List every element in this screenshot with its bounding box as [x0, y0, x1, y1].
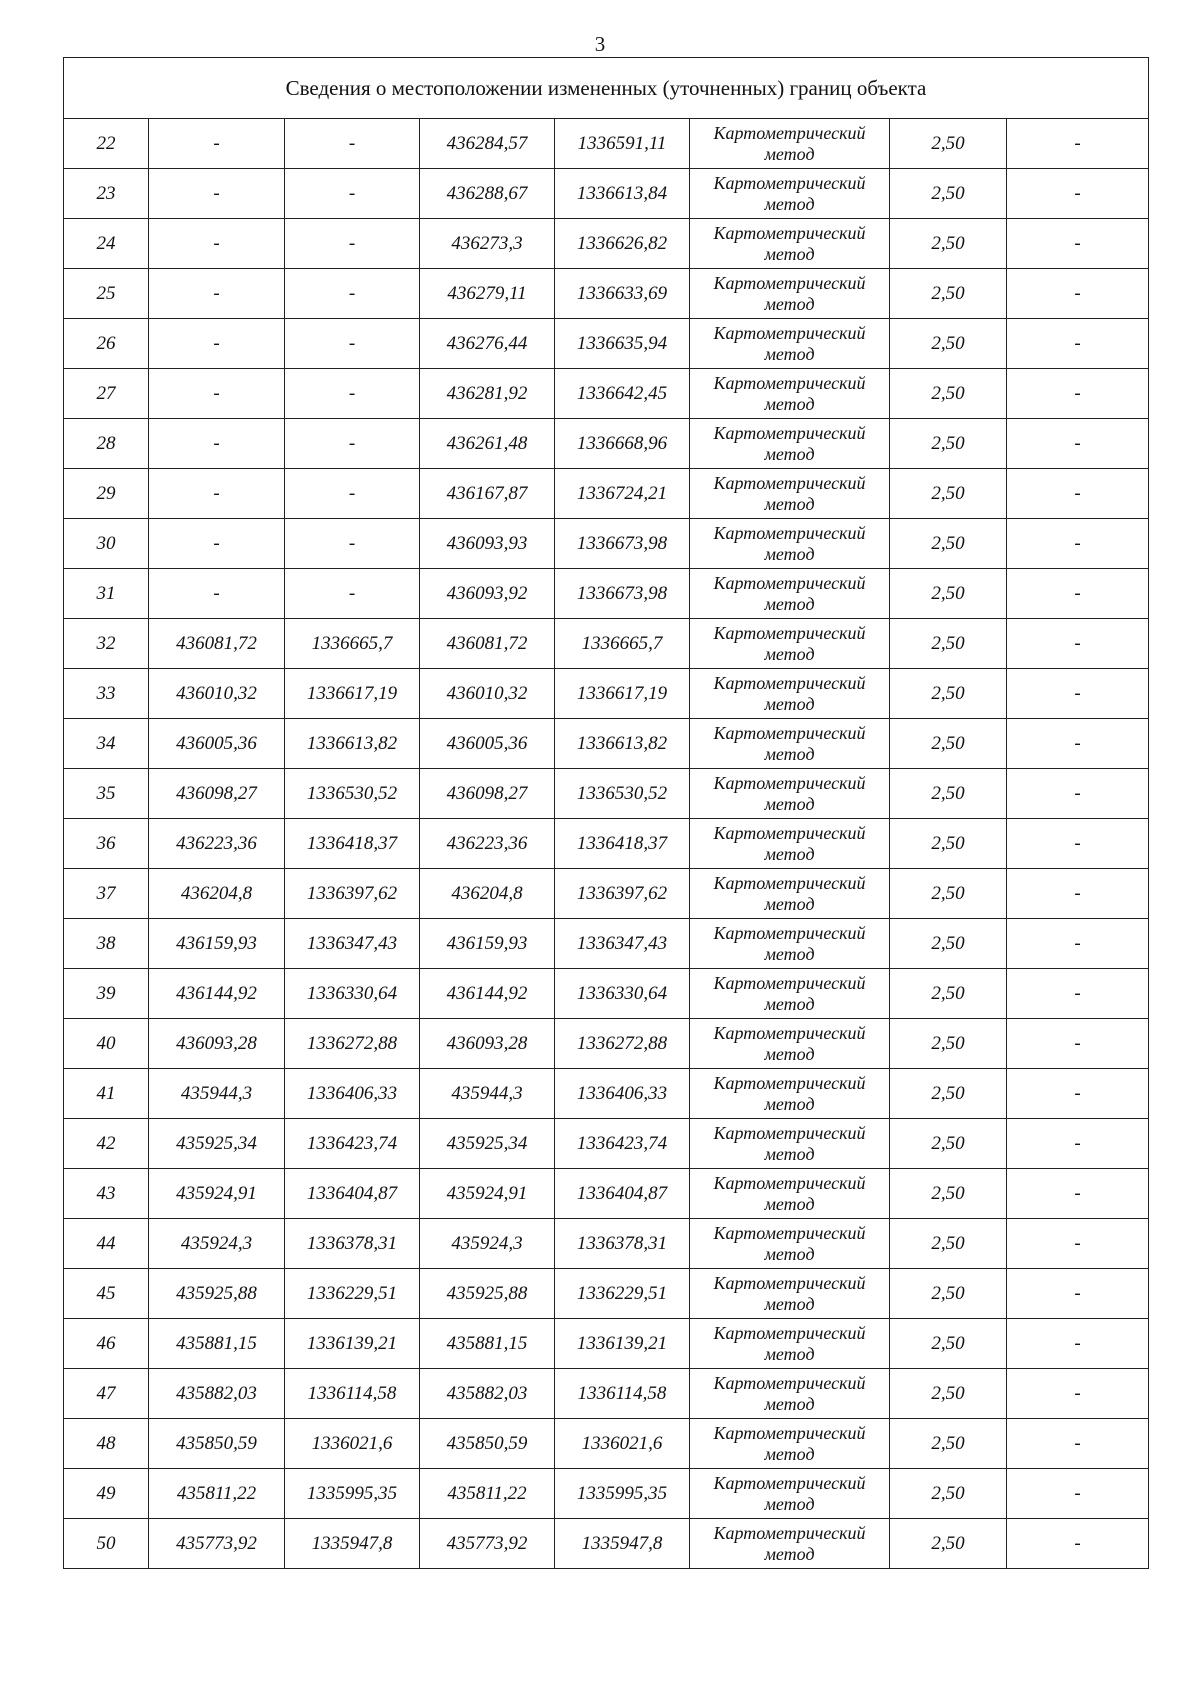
note-cell: - — [1007, 519, 1149, 569]
y-existing-cell: 1336530,52 — [285, 769, 420, 819]
y-refined-cell: 1336139,21 — [555, 1319, 690, 1369]
x-refined-cell: 435925,88 — [420, 1269, 555, 1319]
method-cell: Картометрический метод — [690, 1419, 890, 1469]
y-refined-cell: 1336397,62 — [555, 869, 690, 919]
x-refined-cell: 435944,3 — [420, 1069, 555, 1119]
y-refined-cell: 1336330,64 — [555, 969, 690, 1019]
method-cell: Картометрический метод — [690, 119, 890, 169]
note-cell: - — [1007, 1319, 1149, 1369]
point-number-cell: 33 — [64, 669, 149, 719]
method-cell: Картометрический метод — [690, 419, 890, 469]
note-cell: - — [1007, 219, 1149, 269]
y-refined-cell: 1336406,33 — [555, 1069, 690, 1119]
x-existing-cell: 435811,22 — [149, 1469, 285, 1519]
y-existing-cell: 1336021,6 — [285, 1419, 420, 1469]
x-existing-cell: 436098,27 — [149, 769, 285, 819]
y-refined-cell: 1336229,51 — [555, 1269, 690, 1319]
y-refined-cell: 1336347,43 — [555, 919, 690, 969]
y-refined-cell: 1336613,82 — [555, 719, 690, 769]
x-refined-cell: 436167,87 — [420, 469, 555, 519]
y-refined-cell: 1336530,52 — [555, 769, 690, 819]
note-cell: - — [1007, 1119, 1149, 1169]
y-refined-cell: 1336665,7 — [555, 619, 690, 669]
accuracy-cell: 2,50 — [890, 1269, 1007, 1319]
accuracy-cell: 2,50 — [890, 1469, 1007, 1519]
x-refined-cell: 435773,92 — [420, 1519, 555, 1569]
point-number-cell: 24 — [64, 219, 149, 269]
accuracy-cell: 2,50 — [890, 369, 1007, 419]
table-row — [64, 119, 1149, 169]
table-row — [64, 519, 1149, 569]
x-refined-cell: 435881,15 — [420, 1319, 555, 1369]
note-cell: - — [1007, 1419, 1149, 1469]
method-cell: Картометрический метод — [690, 569, 890, 619]
x-existing-cell: 435925,34 — [149, 1119, 285, 1169]
x-refined-cell: 435924,3 — [420, 1219, 555, 1269]
table-title-row — [64, 58, 1149, 119]
x-refined-cell: 436005,36 — [420, 719, 555, 769]
table-row — [64, 819, 1149, 869]
note-cell: - — [1007, 119, 1149, 169]
point-number-cell: 40 — [64, 1019, 149, 1069]
accuracy-cell: 2,50 — [890, 1319, 1007, 1369]
y-refined-cell: 1336673,98 — [555, 569, 690, 619]
accuracy-cell: 2,50 — [890, 569, 1007, 619]
method-cell: Картометрический метод — [690, 319, 890, 369]
table-row — [64, 1119, 1149, 1169]
table-row — [64, 419, 1149, 469]
table-row — [64, 369, 1149, 419]
accuracy-cell: 2,50 — [890, 719, 1007, 769]
y-existing-cell: 1336114,58 — [285, 1369, 420, 1419]
x-refined-cell: 436159,93 — [420, 919, 555, 969]
x-existing-cell: - — [149, 319, 285, 369]
y-existing-cell: 1336229,51 — [285, 1269, 420, 1319]
table-title: Сведения о местоположении измененных (уточненных) границ объекта — [64, 58, 1149, 119]
x-refined-cell: 436279,11 — [420, 269, 555, 319]
x-existing-cell: 435924,3 — [149, 1219, 285, 1269]
method-cell: Картометрический метод — [690, 1119, 890, 1169]
note-cell: - — [1007, 619, 1149, 669]
y-existing-cell: 1336617,19 — [285, 669, 420, 719]
y-refined-cell: 1336272,88 — [555, 1019, 690, 1069]
point-number-cell: 39 — [64, 969, 149, 1019]
method-cell: Картометрический метод — [690, 169, 890, 219]
x-refined-cell: 435924,91 — [420, 1169, 555, 1219]
point-number-cell: 27 — [64, 369, 149, 419]
x-refined-cell: 436081,72 — [420, 619, 555, 669]
note-cell: - — [1007, 919, 1149, 969]
method-cell: Картометрический метод — [690, 1369, 890, 1419]
y-refined-cell: 1336724,21 — [555, 469, 690, 519]
y-refined-cell: 1335995,35 — [555, 1469, 690, 1519]
y-refined-cell: 1336378,31 — [555, 1219, 690, 1269]
y-existing-cell: 1336404,87 — [285, 1169, 420, 1219]
x-refined-cell: 436204,8 — [420, 869, 555, 919]
point-number-cell: 25 — [64, 269, 149, 319]
y-existing-cell: 1336347,43 — [285, 919, 420, 969]
note-cell: - — [1007, 169, 1149, 219]
y-existing-cell: - — [285, 119, 420, 169]
x-existing-cell: 436005,36 — [149, 719, 285, 769]
x-refined-cell: 435925,34 — [420, 1119, 555, 1169]
y-refined-cell: 1335947,8 — [555, 1519, 690, 1569]
y-refined-cell: 1336418,37 — [555, 819, 690, 869]
table-row — [64, 1019, 1149, 1069]
x-refined-cell: 436093,93 — [420, 519, 555, 569]
point-number-cell: 44 — [64, 1219, 149, 1269]
method-cell: Картометрический метод — [690, 819, 890, 869]
point-number-cell: 31 — [64, 569, 149, 619]
table-row — [64, 269, 1149, 319]
table-row — [64, 619, 1149, 669]
x-refined-cell: 436093,92 — [420, 569, 555, 619]
table-row — [64, 469, 1149, 519]
point-number-cell: 47 — [64, 1369, 149, 1419]
note-cell: - — [1007, 769, 1149, 819]
x-existing-cell: - — [149, 269, 285, 319]
accuracy-cell: 2,50 — [890, 969, 1007, 1019]
x-refined-cell: 436010,32 — [420, 669, 555, 719]
method-cell: Картометрический метод — [690, 269, 890, 319]
x-existing-cell: 436204,8 — [149, 869, 285, 919]
accuracy-cell: 2,50 — [890, 469, 1007, 519]
point-number-cell: 48 — [64, 1419, 149, 1469]
table-row — [64, 1419, 1149, 1469]
point-number-cell: 23 — [64, 169, 149, 219]
note-cell: - — [1007, 1019, 1149, 1069]
x-refined-cell: 436288,67 — [420, 169, 555, 219]
x-refined-cell: 436098,27 — [420, 769, 555, 819]
y-refined-cell: 1336613,84 — [555, 169, 690, 219]
method-cell: Картометрический метод — [690, 469, 890, 519]
point-number-cell: 32 — [64, 619, 149, 669]
point-number-cell: 35 — [64, 769, 149, 819]
note-cell: - — [1007, 419, 1149, 469]
x-existing-cell: 436223,36 — [149, 819, 285, 869]
x-existing-cell: 435881,15 — [149, 1319, 285, 1369]
point-number-cell: 26 — [64, 319, 149, 369]
x-existing-cell: 435925,88 — [149, 1269, 285, 1319]
note-cell: - — [1007, 1369, 1149, 1419]
table-row — [64, 219, 1149, 269]
y-existing-cell: 1336406,33 — [285, 1069, 420, 1119]
y-refined-cell: 1336642,45 — [555, 369, 690, 419]
method-cell: Картометрический метод — [690, 1219, 890, 1269]
method-cell: Картометрический метод — [690, 219, 890, 269]
accuracy-cell: 2,50 — [890, 119, 1007, 169]
point-number-cell: 41 — [64, 1069, 149, 1119]
point-number-cell: 43 — [64, 1169, 149, 1219]
note-cell: - — [1007, 1069, 1149, 1119]
accuracy-cell: 2,50 — [890, 219, 1007, 269]
x-existing-cell: - — [149, 419, 285, 469]
note-cell: - — [1007, 1219, 1149, 1269]
method-cell: Картометрический метод — [690, 369, 890, 419]
y-existing-cell: - — [285, 219, 420, 269]
x-existing-cell: - — [149, 469, 285, 519]
note-cell: - — [1007, 469, 1149, 519]
accuracy-cell: 2,50 — [890, 669, 1007, 719]
y-existing-cell: 1336397,62 — [285, 869, 420, 919]
y-refined-cell: 1336021,6 — [555, 1419, 690, 1469]
note-cell: - — [1007, 1269, 1149, 1319]
y-existing-cell: 1336613,82 — [285, 719, 420, 769]
accuracy-cell: 2,50 — [890, 619, 1007, 669]
table-row — [64, 169, 1149, 219]
x-existing-cell: - — [149, 369, 285, 419]
table-row — [64, 569, 1149, 619]
point-number-cell: 50 — [64, 1519, 149, 1569]
table-row — [64, 769, 1149, 819]
accuracy-cell: 2,50 — [890, 1519, 1007, 1569]
accuracy-cell: 2,50 — [890, 1419, 1007, 1469]
method-cell: Картометрический метод — [690, 669, 890, 719]
x-existing-cell: 436159,93 — [149, 919, 285, 969]
y-existing-cell: - — [285, 469, 420, 519]
point-number-cell: 42 — [64, 1119, 149, 1169]
method-cell: Картометрический метод — [690, 619, 890, 669]
method-cell: Картометрический метод — [690, 1319, 890, 1369]
y-existing-cell: - — [285, 169, 420, 219]
note-cell: - — [1007, 719, 1149, 769]
y-refined-cell: 1336635,94 — [555, 319, 690, 369]
y-existing-cell: - — [285, 369, 420, 419]
x-existing-cell: - — [149, 119, 285, 169]
point-number-cell: 34 — [64, 719, 149, 769]
x-existing-cell: - — [149, 219, 285, 269]
x-refined-cell: 435882,03 — [420, 1369, 555, 1419]
x-existing-cell: 436081,72 — [149, 619, 285, 669]
table-row — [64, 1519, 1149, 1569]
y-existing-cell: 1335995,35 — [285, 1469, 420, 1519]
table-row — [64, 969, 1149, 1019]
x-existing-cell: - — [149, 569, 285, 619]
note-cell: - — [1007, 969, 1149, 1019]
accuracy-cell: 2,50 — [890, 1169, 1007, 1219]
x-refined-cell: 436273,3 — [420, 219, 555, 269]
method-cell: Картометрический метод — [690, 769, 890, 819]
table-row — [64, 1319, 1149, 1369]
method-cell: Картометрический метод — [690, 719, 890, 769]
y-refined-cell: 1336617,19 — [555, 669, 690, 719]
accuracy-cell: 2,50 — [890, 1369, 1007, 1419]
method-cell: Картометрический метод — [690, 1169, 890, 1219]
y-existing-cell: - — [285, 319, 420, 369]
accuracy-cell: 2,50 — [890, 919, 1007, 969]
y-existing-cell: 1336378,31 — [285, 1219, 420, 1269]
x-refined-cell: 436276,44 — [420, 319, 555, 369]
y-refined-cell: 1336673,98 — [555, 519, 690, 569]
method-cell: Картометрический метод — [690, 919, 890, 969]
y-existing-cell: - — [285, 569, 420, 619]
point-number-cell: 49 — [64, 1469, 149, 1519]
point-number-cell: 28 — [64, 419, 149, 469]
x-refined-cell: 436223,36 — [420, 819, 555, 869]
y-existing-cell: 1335947,8 — [285, 1519, 420, 1569]
table-row — [64, 1219, 1149, 1269]
note-cell: - — [1007, 319, 1149, 369]
x-existing-cell: 435850,59 — [149, 1419, 285, 1469]
x-refined-cell: 436144,92 — [420, 969, 555, 1019]
method-cell: Картометрический метод — [690, 869, 890, 919]
point-number-cell: 29 — [64, 469, 149, 519]
y-refined-cell: 1336114,58 — [555, 1369, 690, 1419]
accuracy-cell: 2,50 — [890, 269, 1007, 319]
point-number-cell: 46 — [64, 1319, 149, 1369]
method-cell: Картометрический метод — [690, 1469, 890, 1519]
accuracy-cell: 2,50 — [890, 819, 1007, 869]
table-row — [64, 1369, 1149, 1419]
point-number-cell: 36 — [64, 819, 149, 869]
accuracy-cell: 2,50 — [890, 319, 1007, 369]
method-cell: Картометрический метод — [690, 969, 890, 1019]
table-row — [64, 869, 1149, 919]
table-row — [64, 1169, 1149, 1219]
x-existing-cell: 435944,3 — [149, 1069, 285, 1119]
y-refined-cell: 1336591,11 — [555, 119, 690, 169]
x-refined-cell: 435811,22 — [420, 1469, 555, 1519]
x-existing-cell: 436144,92 — [149, 969, 285, 1019]
x-existing-cell: 435882,03 — [149, 1369, 285, 1419]
x-refined-cell: 436261,48 — [420, 419, 555, 469]
note-cell: - — [1007, 369, 1149, 419]
x-refined-cell: 436093,28 — [420, 1019, 555, 1069]
x-refined-cell: 435850,59 — [420, 1419, 555, 1469]
y-existing-cell: 1336139,21 — [285, 1319, 420, 1369]
method-cell: Картометрический метод — [690, 519, 890, 569]
accuracy-cell: 2,50 — [890, 1019, 1007, 1069]
y-existing-cell: 1336272,88 — [285, 1019, 420, 1069]
note-cell: - — [1007, 269, 1149, 319]
table-row — [64, 719, 1149, 769]
note-cell: - — [1007, 869, 1149, 919]
x-refined-cell: 436281,92 — [420, 369, 555, 419]
page-number: 3 — [594, 32, 606, 56]
table-row — [64, 1069, 1149, 1119]
y-refined-cell: 1336423,74 — [555, 1119, 690, 1169]
note-cell: - — [1007, 1169, 1149, 1219]
accuracy-cell: 2,50 — [890, 869, 1007, 919]
y-existing-cell: 1336423,74 — [285, 1119, 420, 1169]
x-existing-cell: 436093,28 — [149, 1019, 285, 1069]
point-number-cell: 30 — [64, 519, 149, 569]
y-existing-cell: 1336418,37 — [285, 819, 420, 869]
point-number-cell: 38 — [64, 919, 149, 969]
table-row — [64, 319, 1149, 369]
x-existing-cell: - — [149, 169, 285, 219]
y-existing-cell: - — [285, 519, 420, 569]
accuracy-cell: 2,50 — [890, 1069, 1007, 1119]
y-existing-cell: - — [285, 419, 420, 469]
note-cell: - — [1007, 669, 1149, 719]
y-existing-cell: - — [285, 269, 420, 319]
table-row — [64, 1469, 1149, 1519]
x-existing-cell: - — [149, 519, 285, 569]
accuracy-cell: 2,50 — [890, 1119, 1007, 1169]
note-cell: - — [1007, 569, 1149, 619]
note-cell: - — [1007, 1469, 1149, 1519]
y-refined-cell: 1336404,87 — [555, 1169, 690, 1219]
y-refined-cell: 1336668,96 — [555, 419, 690, 469]
y-existing-cell: 1336330,64 — [285, 969, 420, 1019]
accuracy-cell: 2,50 — [890, 169, 1007, 219]
y-existing-cell: 1336665,7 — [285, 619, 420, 669]
method-cell: Картометрический метод — [690, 1269, 890, 1319]
accuracy-cell: 2,50 — [890, 769, 1007, 819]
table-row — [64, 1269, 1149, 1319]
accuracy-cell: 2,50 — [890, 1219, 1007, 1269]
point-number-cell: 37 — [64, 869, 149, 919]
note-cell: - — [1007, 819, 1149, 869]
method-cell: Картометрический метод — [690, 1519, 890, 1569]
y-refined-cell: 1336626,82 — [555, 219, 690, 269]
point-number-cell: 22 — [64, 119, 149, 169]
x-refined-cell: 436284,57 — [420, 119, 555, 169]
x-existing-cell: 436010,32 — [149, 669, 285, 719]
accuracy-cell: 2,50 — [890, 519, 1007, 569]
y-refined-cell: 1336633,69 — [555, 269, 690, 319]
method-cell: Картометрический метод — [690, 1019, 890, 1069]
note-cell: - — [1007, 1519, 1149, 1569]
accuracy-cell: 2,50 — [890, 419, 1007, 469]
boundary-coordinates-table — [63, 57, 1149, 1569]
table-row — [64, 669, 1149, 719]
x-existing-cell: 435773,92 — [149, 1519, 285, 1569]
point-number-cell: 45 — [64, 1269, 149, 1319]
x-existing-cell: 435924,91 — [149, 1169, 285, 1219]
table-row — [64, 919, 1149, 969]
method-cell: Картометрический метод — [690, 1069, 890, 1119]
